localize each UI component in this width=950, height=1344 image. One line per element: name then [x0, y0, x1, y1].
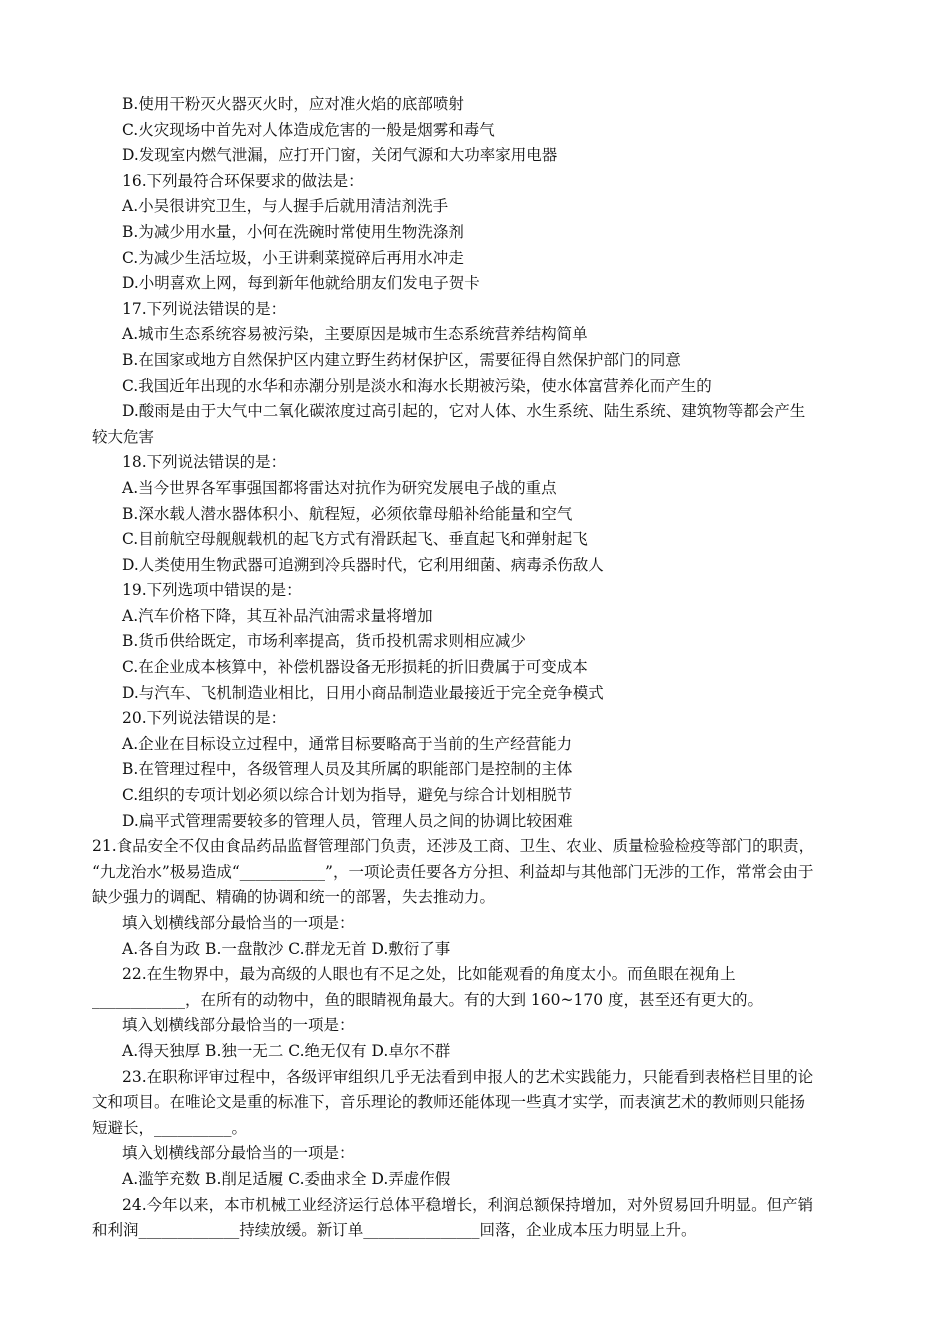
text-line: A.汽车价格下降，其互补品汽油需求量将增加 — [122, 606, 433, 625]
text-line: 填入划横线部分最恰当的一项是： — [122, 1144, 355, 1163]
document-body — [92, 92, 864, 1244]
text-line: C.在企业成本核算中，补偿机器设备无形损耗的折旧费属于可变成本 — [122, 658, 588, 677]
text-line: 22.在生物界中，最为高级的人眼也有不足之处，比如能观看的角度太小。而鱼眼在视角上 — [122, 965, 736, 984]
text-line: A.当今世界各军事强国都将雷达对抗作为研究发展电子战的重点 — [122, 478, 557, 497]
text-line: D.酸雨是由于大气中二氧化碳浓度过高引起的，它对人体、水生系统、陆生系统、建筑物等都会产生 — [122, 402, 806, 421]
text-line: 21.食品安全不仅由食品药品监督管理部门负责，还涉及工商、卫生、农业、质量检验检疫等部门的职责， — [92, 837, 815, 856]
text-line: B.深水载人潜水器体积小、航程短，必须依靠母船补给能量和空气 — [122, 504, 573, 523]
text-line: D.与汽车、飞机制造业相比，日用小商品制造业最接近于完全竞争模式 — [122, 683, 604, 702]
text-line: 和利润_____________持续放缓。新订单_______________回落，企业成本压力明显上升。 — [92, 1221, 697, 1240]
text-line: B.在国家或地方自然保护区内建立野生药材保护区，需要征得自然保护部门的同意 — [122, 350, 681, 369]
text-line: 16.下列最符合环保要求的做法是： — [122, 171, 364, 190]
text-line: 填入划横线部分最恰当的一项是： — [122, 1016, 355, 1035]
text-line: C.组织的专项计划必须以综合计划为指导，避免与综合计划相脱节 — [122, 786, 573, 805]
text-line: “九龙治水”极易造成“___________”，一项论责任要各方分担、利益却与其他部门无涉的工作，常常会由于 — [92, 862, 814, 881]
text-line: 17.下列说法错误的是： — [122, 299, 287, 318]
text-line: C.火灾现场中首先对人体造成危害的一般是烟雾和毒气 — [122, 120, 495, 139]
text-line: C.目前航空母舰舰载机的起飞方式有滑跃起飞、垂直起飞和弹射起飞 — [122, 530, 588, 549]
text-line: ____________，在所有的动物中，鱼的眼睛视角最大。有的大到 160~170 度，甚至还有更大的。 — [92, 990, 764, 1009]
text-line: A.企业在目标设立过程中，通常目标要略高于当前的生产经营能力 — [122, 734, 573, 753]
text-line: D.人类使用生物武器可追溯到冷兵器时代，它利用细菌、病毒杀伤敌人 — [122, 555, 604, 574]
text-line: 短避长，__________。 — [92, 1118, 248, 1137]
text-line: D.小明喜欢上网，每到新年他就给朋友们发电子贺卡 — [122, 274, 480, 293]
text-line: 缺少强力的调配、精确的协调和统一的部署，失去推动力。 — [92, 888, 496, 907]
text-line: 18.下列说法错误的是： — [122, 453, 287, 472]
text-line: D.扁平式管理需要较多的管理人员，管理人员之间的协调比较困难 — [122, 811, 573, 830]
text-line: 23.在职称评审过程中，各级评审组织几乎无法看到申报人的艺术实践能力，只能看到表格栏目里的论 — [122, 1067, 814, 1086]
text-line: 文和项目。在唯论文是重的标准下，音乐理论的教师还能体现一些真才实学，而表演艺术的教师则只能扬 — [92, 1093, 806, 1112]
text-line: 较大危害 — [92, 427, 155, 446]
text-line: A.城市生态系统容易被污染，主要原因是城市生态系统营养结构简单 — [122, 325, 588, 344]
text-line: A.小吴很讲究卫生，与人握手后就用清洁剂洗手 — [122, 197, 449, 216]
text-line: B.在管理过程中，各级管理人员及其所属的职能部门是控制的主体 — [122, 760, 573, 779]
text-line: B.为减少用水量，小何在洗碗时常使用生物洗涤剂 — [122, 222, 464, 241]
text-line: A.得天独厚 B.独一无二 C.绝无仅有 D.卓尔不群 — [122, 1041, 451, 1060]
text-line: C.为减少生活垃圾，小王讲剩菜搅碎后再用水冲走 — [122, 248, 464, 267]
text-line: A.滥竽充数 B.削足适履 C.委曲求全 D.弄虚作假 — [122, 1169, 451, 1188]
text-line: D.发现室内燃气泄漏，应打开门窗，关闭气源和大功率家用电器 — [122, 146, 558, 165]
text-line: A.各自为政 B.一盘散沙 C.群龙无首 D.敷衍了事 — [122, 939, 451, 958]
text-line: 24.今年以来，本市机械工业经济运行总体平稳增长，利润总额保持增加，对外贸易回升明显。但产销 — [122, 1195, 814, 1214]
text-line: 19.下列选项中错误的是： — [122, 581, 302, 600]
text-line: 20.下列说法错误的是： — [122, 709, 287, 728]
text-line: B.使用干粉灭火器灭火时，应对准火焰的底部喷射 — [122, 95, 464, 113]
text-line: 填入划横线部分最恰当的一项是： — [122, 914, 355, 932]
text-line: C.我国近年出现的水华和赤潮分别是淡水和海水长期被污染，使水体富营养化而产生的 — [122, 376, 712, 395]
text-line: B.货币供给既定，市场利率提高，货币投机需求则相应减少 — [122, 632, 526, 651]
